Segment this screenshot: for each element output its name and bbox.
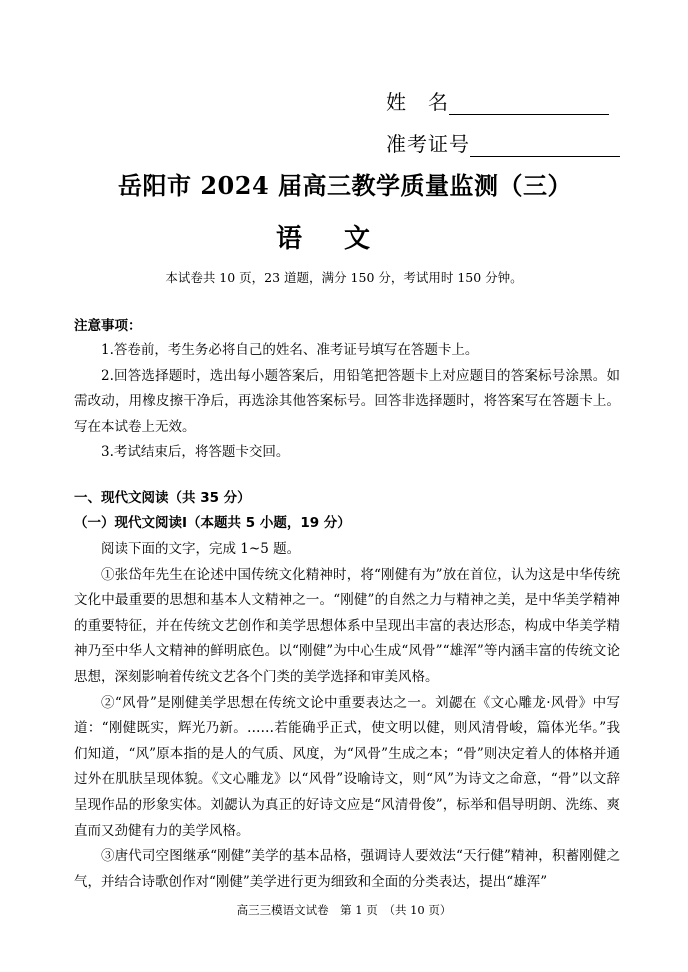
paragraph: ①张岱年先生在论述中国传统文化精神时，将“刚健有为”放在首位，认为这是中华传统文化中最重要的思想和基本人文精神之一。“刚健”的自然之力与精神之美，是中华美学精神的重要特征，并在传统文艺创作和美学思想体系中呈现出丰富的表达形态，构成中华美学精神乃至中华人文精神的鲜明底色。以“刚健”为中心生成“风骨”“雄浑”等内涵丰富的传统文论思想，深刻影响着传统文艺各个门类的美学选择和审美风格。 [74,566,620,685]
subject-title: 语文 [275,224,412,254]
notice-item: 3.考试结束后，将答题卡交回。 [101,444,290,461]
reading-passage [74,537,620,895]
notice-title: 注意事项： [74,318,142,334]
exam-title: 岳阳市 2024 届高三教学质量监测（三） [118,171,573,200]
exam-id-field [386,128,620,157]
name-label: 姓 名 [386,90,449,114]
name-line [449,94,609,115]
paragraph: ③唐代司空图继承“刚健”美学的基本品格，强调诗人要效法“天行健”精神，积蓄刚健之气，并结合诗歌创作对“刚健”美学进行更为细致和全面的分类表达，提出“雄浑” [74,848,620,890]
notice-item: 2.回答选择题时，选出每小题答案后，用铅笔把答题卡上对应题目的答案标号涂黑。如需改动，用橡皮擦干净后，再选涂其他答案标号。回答非选择题时，将答案写在答题卡上。写在本试卷上无效。 [74,367,620,435]
section-heading: 一、现代文阅读（共 35 分） [74,490,251,506]
instruction: 阅读下面的文字，完成 1~5 题。 [101,541,301,557]
paragraph: ②“风骨”是刚健美学思想在传统文论中重要表达之一。刘勰在《文心雕龙·风骨》中写道：“刚健既实，辉光乃新。……若能确乎正式，使文明以健，则风清骨峻，篇体光华。”我们知道，“风”原本指的是人的气质、风度，为“风骨”生成之本；“骨”则决定着人的体格并通过外在肌肤呈现体貌。《文心雕龙》以“风骨”设喻诗文，则“风”为诗文之命意，“骨”以文辞呈现作品的形象实体。刘勰认为真正的好诗文应是“风清骨俊”，标举和倡导明朗、洗练、爽直而又劲健有力的美学风格。 [74,694,620,839]
page-footer: 高三三模语文试卷 第 1 页 （共 10 页） [236,903,452,917]
exam-intro: 本试卷共 10 页，23 道题，满分 150 分，考试用时 150 分钟。 [165,270,523,285]
name-field [386,86,609,115]
exam-id-line [470,136,620,157]
subsection-heading: （一）现代文阅读Ⅰ（本题共 5 小题，19 分） [74,515,351,531]
exam-id-label: 准考证号 [386,132,470,156]
notice-list [74,338,620,466]
notice-item: 1.答卷前，考生务必将自己的姓名、准考证号填写在答题卡上。 [101,342,479,358]
